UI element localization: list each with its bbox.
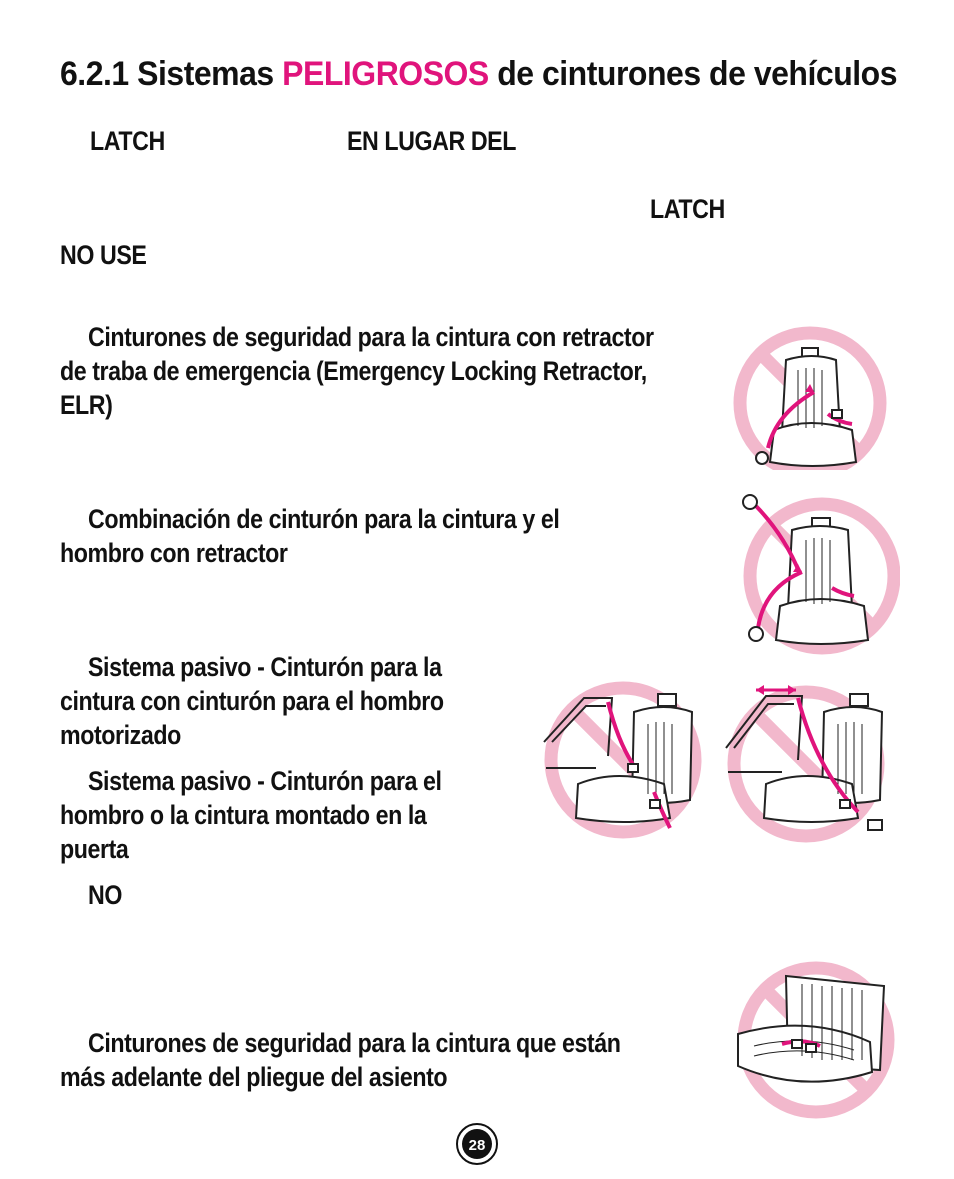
- no-label: NO: [88, 880, 122, 910]
- forward-lap-line-1: Cinturones de seguridad para la cintura que están: [88, 1028, 621, 1058]
- passive-motor-line-3: motorizado: [60, 720, 181, 750]
- latch-label-2: LATCH: [650, 194, 725, 224]
- forward-lap-line-2: más adelante del pliegue del asiento: [60, 1062, 448, 1092]
- passive-door-line-2: hombro o la cintura montado en la: [60, 800, 427, 830]
- combo-line-1: Combinación de cinturón para la cintura y el: [88, 504, 560, 534]
- page-number: 28: [468, 1137, 486, 1154]
- passive-door-line-3: puerta: [60, 834, 129, 864]
- page-title: [60, 52, 897, 96]
- en-lugar-del-label: EN LUGAR DEL: [347, 126, 516, 156]
- latch-label-1: LATCH: [90, 126, 165, 156]
- prohibited-bench-lap-icon: [730, 956, 900, 1122]
- elr-line-2: de traba de emergencia (Emergency Locking Retractor,: [60, 356, 647, 386]
- page-number-badge: [455, 1122, 499, 1166]
- prohibited-seat-elr-icon: [728, 320, 892, 470]
- prohibited-seat-door-icon: [716, 672, 896, 852]
- passive-motor-line-1: Sistema pasivo - Cinturón para la: [88, 652, 442, 682]
- passive-door-line-1: Sistema pasivo - Cinturón para el: [88, 766, 442, 796]
- title-accent: PELIGROSOS: [282, 55, 489, 93]
- combo-line-2: hombro con retractor: [60, 538, 288, 568]
- passive-motor-line-2: cintura con cinturón para el hombro: [60, 686, 444, 716]
- title-suffix: de cinturones de vehículos: [488, 55, 898, 93]
- no-use-label: NO USE: [60, 240, 147, 270]
- title-prefix: 6.2.1 Sistemas: [60, 55, 283, 93]
- prohibited-seat-combo-icon: [728, 488, 900, 658]
- prohibited-seat-motorized-icon: [538, 672, 708, 844]
- elr-line-3: ELR): [60, 390, 113, 420]
- elr-line-1: Cinturones de seguridad para la cintura con retractor: [88, 322, 654, 352]
